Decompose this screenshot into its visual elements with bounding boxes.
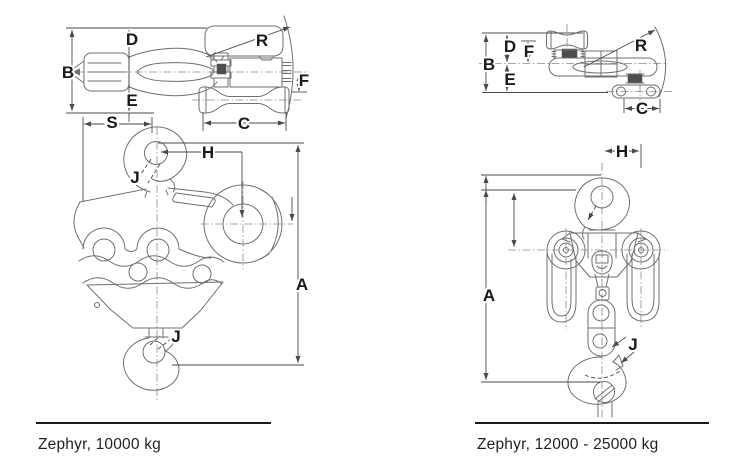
dim-label-C-right: C: [635, 99, 649, 118]
plan-view-left: [62, 16, 309, 118]
dim-label-R-right: R: [634, 36, 648, 55]
dim-label-J-right: J: [628, 335, 638, 354]
dim-label-B-right: B: [482, 55, 496, 74]
dim-label-A-right: A: [482, 286, 496, 305]
dim-label-H-left: H: [201, 143, 215, 162]
caption-rule-right: [475, 422, 709, 424]
dim-label-D-left: D: [125, 30, 139, 49]
front-view-right-dimensions: [481, 142, 641, 382]
dim-label-S-left: S: [106, 113, 118, 132]
dim-label-E-right: E: [504, 70, 516, 89]
front-view-left: [74, 127, 293, 400]
dim-label-H-right: H: [615, 142, 629, 161]
dim-label-A-left: A: [295, 275, 309, 294]
dim-label-D-right: D: [503, 37, 517, 56]
figure-zephyr-10000-drawing: [62, 16, 309, 400]
dim-label-F-right: F: [523, 42, 535, 61]
caption-right: Zephyr, 12000 - 25000 kg: [477, 436, 659, 453]
front-view-right: [508, 163, 668, 420]
dim-label-B-left: B: [61, 63, 75, 82]
figure-zephyr-12000-25000-drawing: [479, 24, 672, 420]
dim-label-C-left: C: [237, 114, 251, 133]
dim-label-E-left: E: [126, 91, 138, 110]
dim-label-F-left: F: [298, 71, 310, 90]
dim-label-J-top-left: J: [130, 168, 140, 187]
caption-left: Zephyr, 10000 kg: [38, 436, 161, 453]
dim-label-R-left: R: [255, 31, 269, 50]
dim-label-J-bottom-left: J: [171, 327, 181, 346]
caption-rule-left: [36, 422, 271, 424]
